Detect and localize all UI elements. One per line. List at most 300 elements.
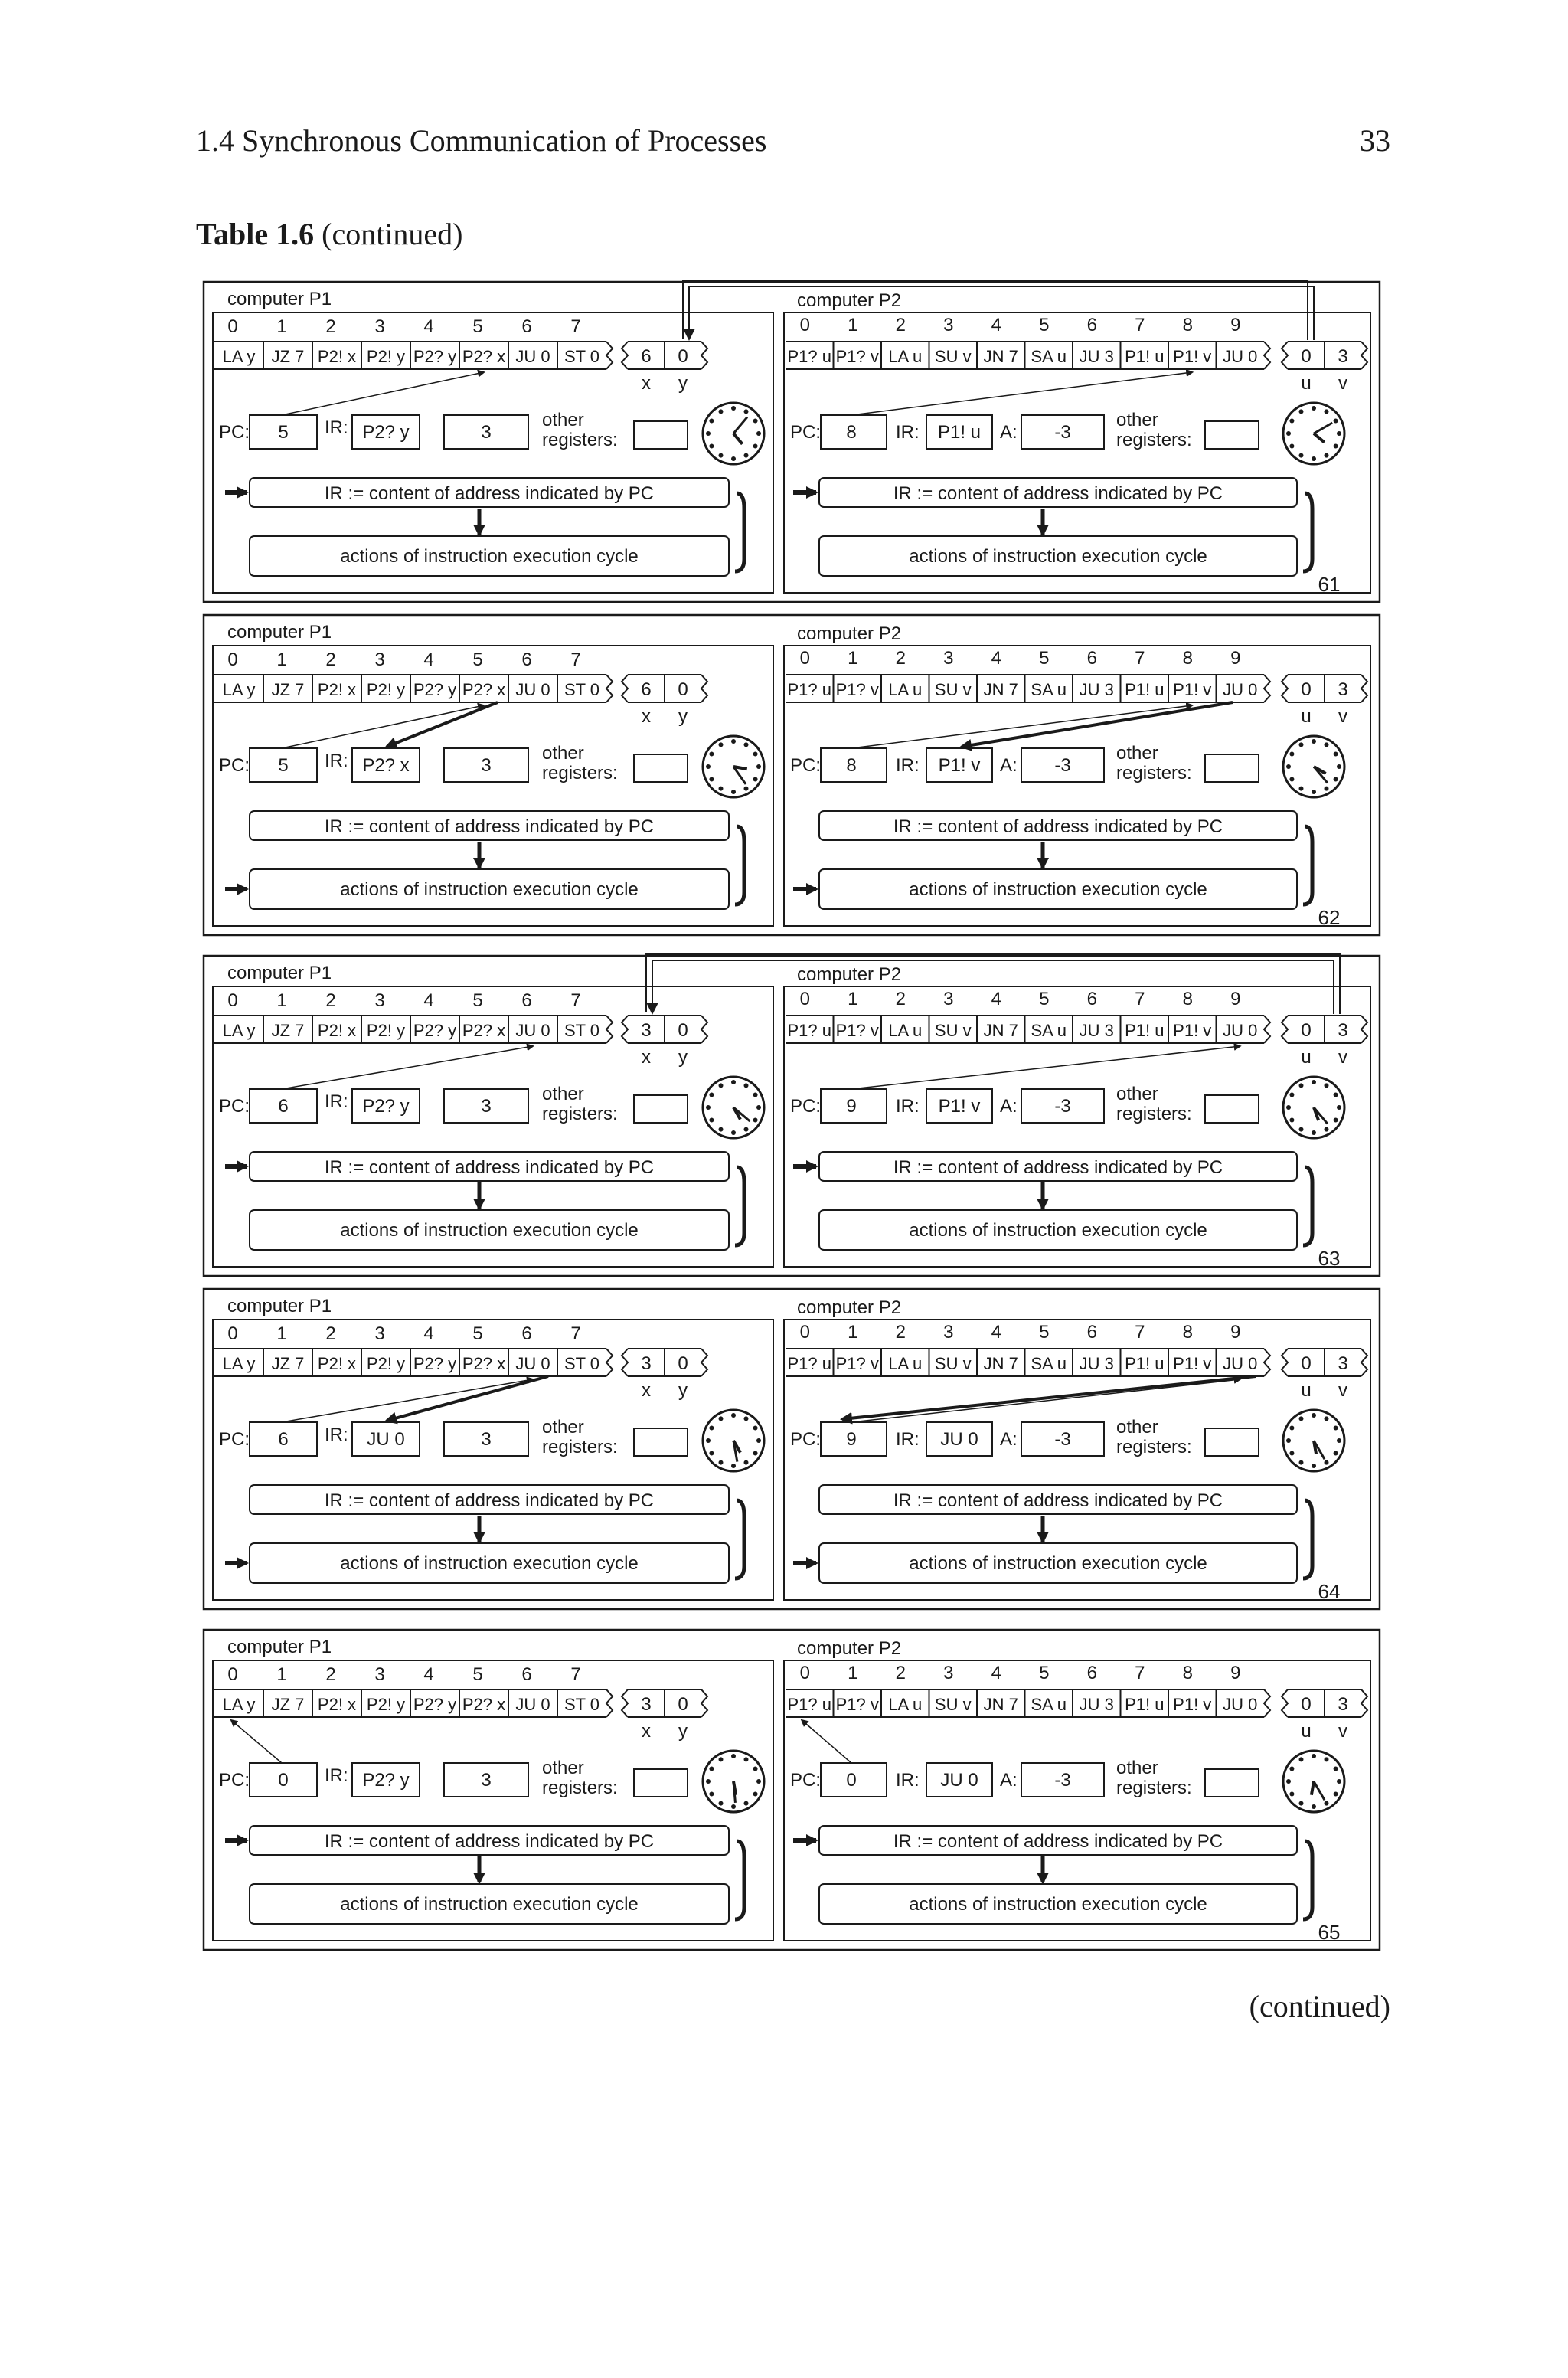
p2-address-8: 8 — [1182, 1663, 1193, 1683]
p1-clock-tick — [744, 1416, 749, 1421]
p2-pc-value: 9 — [846, 1429, 857, 1450]
p2-pc-value: 0 — [846, 1770, 857, 1791]
p2-a-value: -3 — [1054, 755, 1071, 776]
p1-clock-tick — [731, 1130, 736, 1135]
p1-address-2: 2 — [325, 1664, 336, 1685]
p2-clock-tick — [1299, 1757, 1304, 1761]
p2-var-value-v: 3 — [1338, 1353, 1348, 1374]
p2-memory-cell: JU 3 — [1079, 1354, 1114, 1373]
p2-ir-value: JU 0 — [940, 1770, 978, 1791]
p1-ir-label: IR: — [325, 751, 348, 771]
p1-reg-value: 3 — [481, 1770, 492, 1791]
p1-address-5: 5 — [472, 1664, 483, 1685]
p2-fetch-label: IR := content of address indicated by PC — [893, 816, 1223, 837]
p1-ir-label: IR: — [325, 417, 348, 438]
p2-pc-value: 8 — [846, 755, 857, 776]
p2-address-3: 3 — [943, 989, 954, 1009]
p2-address-5: 5 — [1039, 1322, 1050, 1343]
p2-pc-label: PC: — [790, 1770, 822, 1791]
p2-clock-tick — [1312, 1130, 1316, 1135]
p2-loop-arrow — [1303, 493, 1312, 571]
p2-fetch-label: IR := content of address indicated by PC — [893, 1490, 1223, 1511]
p2-ir-label: IR: — [896, 1429, 920, 1450]
p1-clock-tick — [753, 444, 758, 449]
p2-other-label: registers: — [1116, 1104, 1192, 1124]
p1-address-2: 2 — [325, 1323, 336, 1344]
p2-clock-tick — [1337, 764, 1341, 769]
p1-address-5: 5 — [472, 316, 483, 337]
p1-loop-arrow — [735, 493, 744, 571]
p2-memory-cell: P1? v — [835, 680, 879, 699]
p1-address-0: 0 — [227, 1664, 238, 1685]
p1-memory-cell: P2? y — [413, 1021, 457, 1040]
p2-title: computer P2 — [797, 623, 902, 644]
p2-address-6: 6 — [1086, 989, 1097, 1009]
p1-var-name-y: y — [678, 706, 688, 727]
step-63 — [204, 954, 1380, 1276]
p1-memory-cell: P2? x — [462, 347, 506, 366]
p1-other-label: registers: — [542, 1437, 618, 1457]
p1-execute-label: actions of instruction execution cycle — [340, 879, 639, 900]
p1-other-box — [634, 1428, 688, 1456]
p1-other-label: other — [542, 1417, 584, 1438]
p2-memory-cell: P1! u — [1125, 347, 1165, 366]
p1-var-end — [701, 1016, 707, 1043]
p1-address-0: 0 — [227, 316, 238, 337]
p2-var-name-u: u — [1301, 373, 1312, 394]
p2-address-9: 9 — [1230, 648, 1241, 669]
p1-memory-cell: P2? y — [413, 347, 457, 366]
p1-clock-tick — [753, 1093, 758, 1097]
p2-memory-cell: LA u — [888, 1354, 923, 1373]
p1-memory-cell: LA y — [222, 1695, 256, 1714]
step-number: 61 — [1318, 573, 1341, 596]
p2-clock-tick — [1334, 1118, 1338, 1123]
p2-a-label: A: — [1000, 755, 1018, 776]
p1-ir-label: IR: — [325, 1425, 348, 1445]
p2-clock-tick — [1286, 1105, 1291, 1110]
p2-ir-label: IR: — [896, 1770, 920, 1791]
p1-address-6: 6 — [521, 649, 532, 670]
p2-other-label: registers: — [1116, 1437, 1192, 1457]
p1-clock-tick — [709, 1451, 714, 1456]
p1-address-4: 4 — [423, 316, 434, 337]
p1-memory-cell: P2! x — [317, 680, 357, 699]
p1-fetch-label: IR := content of address indicated by PC — [324, 1831, 655, 1852]
p1-address-1: 1 — [276, 1664, 287, 1685]
p2-memory-cell: SU v — [934, 347, 972, 366]
p2-clock-tick — [1312, 1754, 1316, 1758]
p2-clock-hand — [1314, 423, 1332, 433]
p2-loop-arrow — [1303, 1167, 1312, 1245]
p1-address-6: 6 — [521, 1323, 532, 1344]
p1-var-value-x: 3 — [641, 1020, 652, 1041]
p1-address-0: 0 — [227, 990, 238, 1011]
p2-address-5: 5 — [1039, 989, 1050, 1009]
p2-ir-value: JU 0 — [940, 1429, 978, 1450]
p2-memory-cell: LA u — [888, 1021, 923, 1040]
p2-memory-cell: SU v — [934, 1695, 972, 1714]
p2-address-5: 5 — [1039, 648, 1050, 669]
p2-a-label: A: — [1000, 422, 1018, 443]
p2-other-box — [1205, 1428, 1259, 1456]
p2-clock-tick — [1325, 453, 1329, 458]
p2-memory-cell: JU 3 — [1079, 347, 1114, 366]
p1-ir-value: P2? y — [362, 1770, 410, 1791]
p1-clock-tick — [709, 1093, 714, 1097]
p2-pc-pointer — [851, 1379, 1240, 1422]
p2-address-1: 1 — [848, 1322, 858, 1343]
p2-clock-tick — [1312, 1080, 1316, 1084]
p1-pc-value: 0 — [278, 1770, 289, 1791]
p1-address-0: 0 — [227, 1323, 238, 1344]
p2-clock-tick — [1325, 1460, 1329, 1465]
p1-address-5: 5 — [472, 649, 483, 670]
p1-title: computer P1 — [227, 289, 332, 309]
p1-address-2: 2 — [325, 649, 336, 670]
p1-other-label: registers: — [542, 1104, 618, 1124]
p2-pc-value: 9 — [846, 1096, 857, 1117]
p2-var-start — [1282, 1349, 1288, 1376]
p2-memory-cell: JU 0 — [1223, 1021, 1258, 1040]
p2-clock-tick — [1325, 1127, 1329, 1132]
p1-clock-tick — [709, 1792, 714, 1797]
p1-memory-cell: P2! y — [366, 347, 406, 366]
p1-var-name-y: y — [678, 1721, 688, 1742]
p1-clock-tick — [744, 1757, 749, 1761]
p1-pc-pointer — [282, 372, 484, 415]
p1-memory-cell: JZ 7 — [271, 347, 305, 366]
p1-address-0: 0 — [227, 649, 238, 670]
p1-memory-cell: P2! y — [366, 1021, 406, 1040]
p1-fetch-arrow — [387, 702, 498, 747]
p1-ir-value: P2? y — [362, 422, 410, 443]
p2-address-3: 3 — [943, 1663, 954, 1683]
p1-var-name-y: y — [678, 1380, 688, 1401]
p2-address-0: 0 — [799, 1663, 810, 1683]
p1-address-1: 1 — [276, 990, 287, 1011]
p1-clock-tick — [719, 1757, 724, 1761]
p2-memory-cell: JN 7 — [983, 1021, 1018, 1040]
p2-address-2: 2 — [895, 1322, 906, 1343]
p1-fetch-label: IR := content of address indicated by PC — [324, 816, 655, 837]
p1-var-value-y: 0 — [678, 1353, 688, 1374]
p2-var-value-v: 3 — [1338, 346, 1348, 367]
p2-fetch-label: IR := content of address indicated by PC — [893, 1831, 1223, 1852]
p2-clock-tick — [1286, 764, 1291, 769]
p2-other-box — [1205, 754, 1259, 782]
p2-address-5: 5 — [1039, 1663, 1050, 1683]
p2-clock-tick — [1337, 1779, 1341, 1784]
p1-clock-hand — [733, 417, 747, 433]
p1-clock-tick — [731, 1464, 736, 1468]
p2-other-label: registers: — [1116, 1778, 1192, 1798]
p2-address-9: 9 — [1230, 989, 1241, 1009]
p1-execute-label: actions of instruction execution cycle — [340, 1553, 639, 1574]
p1-memory-cell: P2? x — [462, 1695, 506, 1714]
p1-loop-arrow — [735, 1167, 744, 1245]
p1-pc-pointer — [282, 1046, 533, 1089]
p2-clock-tick — [1299, 742, 1304, 747]
step-number: 63 — [1318, 1247, 1341, 1270]
p1-clock-tick — [706, 1779, 710, 1784]
p2-var-name-v: v — [1338, 1721, 1348, 1742]
p1-address-7: 7 — [570, 1664, 581, 1685]
p1-clock-tick — [744, 1127, 749, 1132]
p2-other-box — [1205, 1095, 1259, 1123]
p2-title: computer P2 — [797, 290, 902, 311]
p1-clock-tick — [731, 1413, 736, 1418]
p1-memory-cell: ST 0 — [564, 1021, 600, 1040]
p2-pc-pointer — [851, 1046, 1240, 1089]
p2-memory-cell: SA u — [1031, 680, 1067, 699]
p1-reg-value: 3 — [481, 755, 492, 776]
p1-clock-tick — [731, 790, 736, 794]
p1-memory-cell: JU 0 — [515, 1021, 550, 1040]
p1-address-5: 5 — [472, 1323, 483, 1344]
p1-address-3: 3 — [374, 316, 385, 337]
p2-var-value-v: 3 — [1338, 1020, 1348, 1041]
p1-var-start — [622, 1349, 628, 1376]
p2-address-2: 2 — [895, 315, 906, 335]
p1-memory-cell: JZ 7 — [271, 680, 305, 699]
p2-clock-tick — [1299, 453, 1304, 458]
p2-clock-tick — [1334, 777, 1338, 782]
p2-pc-pointer — [851, 372, 1192, 415]
p2-address-3: 3 — [943, 648, 954, 669]
p2-address-8: 8 — [1182, 989, 1193, 1009]
p2-other-label: registers: — [1116, 430, 1192, 450]
p2-memory-cell: P1! v — [1173, 1354, 1212, 1373]
p1-memory-cell: JU 0 — [515, 680, 550, 699]
p2-clock-tick — [1325, 1083, 1329, 1088]
p1-var-value-x: 3 — [641, 1694, 652, 1715]
p2-address-5: 5 — [1039, 315, 1050, 335]
p2-ir-value: P1! v — [938, 1096, 981, 1117]
p2-memory-cell: JU 3 — [1079, 1021, 1114, 1040]
p2-other-label: registers: — [1116, 763, 1192, 783]
p1-memory-cell: JU 0 — [515, 347, 550, 366]
p1-memory-cell: LA y — [222, 347, 256, 366]
p1-address-6: 6 — [521, 316, 532, 337]
p2-memory-cell: JN 7 — [983, 1695, 1018, 1714]
p2-other-label: other — [1116, 743, 1158, 764]
p1-var-start — [622, 342, 628, 369]
p1-memory-cell: P2? x — [462, 680, 506, 699]
p1-clock-tick — [709, 1426, 714, 1431]
p2-ir-label: IR: — [896, 1096, 920, 1117]
p1-pc-pointer — [282, 705, 484, 748]
p1-other-box — [634, 1769, 688, 1797]
p2-address-3: 3 — [943, 315, 954, 335]
p2-memory-cell: JU 3 — [1079, 680, 1114, 699]
p2-var-name-u: u — [1301, 1721, 1312, 1742]
p1-tape-end — [606, 1016, 612, 1043]
p2-clock-tick — [1289, 444, 1294, 449]
p2-title: computer P2 — [797, 1638, 902, 1659]
p2-var-value-u: 0 — [1301, 1353, 1312, 1374]
p2-memory-cell: SA u — [1031, 347, 1067, 366]
p1-other-box — [634, 1095, 688, 1123]
p1-fetch-label: IR := content of address indicated by PC — [324, 483, 655, 504]
p2-address-4: 4 — [991, 1322, 1001, 1343]
p1-clock-tick — [719, 1127, 724, 1132]
p2-clock-tick — [1289, 419, 1294, 424]
p2-clock-tick — [1334, 1426, 1338, 1431]
p1-memory-cell: P2? y — [413, 1354, 457, 1373]
p2-tape-end — [1264, 675, 1270, 702]
p1-clock-tick — [719, 409, 724, 414]
p1-var-value-x: 3 — [641, 1353, 652, 1374]
p1-other-label: other — [542, 1084, 584, 1104]
p2-memory-cell: P1? u — [787, 1021, 831, 1040]
p1-clock-tick — [706, 431, 710, 436]
p2-execute-label: actions of instruction execution cycle — [909, 1553, 1207, 1574]
p2-execute-label: actions of instruction execution cycle — [909, 1220, 1207, 1241]
p2-address-7: 7 — [1135, 648, 1145, 669]
step-65 — [204, 1630, 1380, 1950]
p2-clock-tick — [1337, 1105, 1341, 1110]
p2-memory-cell: P1! u — [1125, 1354, 1165, 1373]
p1-memory-cell: ST 0 — [564, 347, 600, 366]
p1-memory-cell: P2? x — [462, 1354, 506, 1373]
p1-memory-cell: P2! y — [366, 680, 406, 699]
p2-address-1: 1 — [848, 648, 858, 669]
p2-var-end — [1361, 1689, 1367, 1717]
p1-var-name-x: x — [642, 1721, 651, 1742]
p1-other-label: other — [542, 743, 584, 764]
p1-clock-tick — [709, 444, 714, 449]
p2-pc-label: PC: — [790, 422, 822, 443]
p2-memory-cell: P1? u — [787, 1695, 831, 1714]
p2-clock-tick — [1299, 1460, 1304, 1465]
p2-a-value: -3 — [1054, 1770, 1071, 1791]
p1-address-2: 2 — [325, 990, 336, 1011]
p1-clock-tick — [709, 419, 714, 424]
p1-tape-end — [606, 1349, 612, 1376]
p2-fetch-label: IR := content of address indicated by PC — [893, 483, 1223, 504]
p1-address-3: 3 — [374, 1323, 385, 1344]
p2-clock-tick — [1312, 406, 1316, 411]
p2-memory-cell: P1! v — [1173, 680, 1212, 699]
p2-address-7: 7 — [1135, 989, 1145, 1009]
p1-address-2: 2 — [325, 316, 336, 337]
p1-memory-cell: P2! y — [366, 1695, 406, 1714]
p1-clock-tick — [744, 1460, 749, 1465]
p1-reg-value: 3 — [481, 1429, 492, 1450]
p2-memory-cell: LA u — [888, 680, 923, 699]
p2-clock-tick — [1312, 456, 1316, 461]
p2-var-start — [1282, 342, 1288, 369]
p1-clock-tick — [744, 1801, 749, 1806]
p2-var-value-u: 0 — [1301, 1020, 1312, 1041]
p2-clock-tick — [1299, 1083, 1304, 1088]
p2-memory-cell: SA u — [1031, 1021, 1067, 1040]
p1-clock-tick — [744, 742, 749, 747]
p2-var-name-u: u — [1301, 1380, 1312, 1401]
p2-var-name-v: v — [1338, 1380, 1348, 1401]
p2-address-6: 6 — [1086, 1322, 1097, 1343]
p2-clock-tick — [1286, 1438, 1291, 1443]
p2-clock-tick — [1325, 409, 1329, 414]
table-caption-label: Table 1.6 — [196, 217, 315, 251]
p2-other-box — [1205, 1769, 1259, 1797]
p1-reg-value: 3 — [481, 1096, 492, 1117]
p1-memory-cell: ST 0 — [564, 680, 600, 699]
p2-address-1: 1 — [848, 989, 858, 1009]
p1-clock-tick — [756, 431, 761, 436]
p2-var-value-v: 3 — [1338, 679, 1348, 700]
p1-memory-cell: JU 0 — [515, 1695, 550, 1714]
p2-memory-cell: SA u — [1031, 1354, 1067, 1373]
p1-clock-tick — [753, 1426, 758, 1431]
p1-var-name-x: x — [642, 1047, 651, 1068]
p1-var-start — [622, 1689, 628, 1717]
p1-address-1: 1 — [276, 316, 287, 337]
p2-memory-cell: P1! v — [1173, 1021, 1212, 1040]
p1-pc-value: 5 — [278, 755, 289, 776]
p2-address-9: 9 — [1230, 1322, 1241, 1343]
p1-clock-tick — [731, 739, 736, 744]
p1-pc-label: PC: — [219, 1096, 250, 1117]
p2-address-2: 2 — [895, 989, 906, 1009]
p1-other-label: other — [542, 410, 584, 430]
p2-loop-arrow — [1303, 1841, 1312, 1919]
p1-clock-tick — [709, 752, 714, 757]
p2-address-1: 1 — [848, 315, 858, 335]
p1-memory-cell: LA y — [222, 680, 256, 699]
p2-clock-tick — [1299, 1801, 1304, 1806]
p2-address-8: 8 — [1182, 315, 1193, 335]
p1-address-4: 4 — [423, 1664, 434, 1685]
p2-address-2: 2 — [895, 1663, 906, 1683]
p2-address-4: 4 — [991, 648, 1001, 669]
p1-memory-cell: P2! x — [317, 347, 357, 366]
p2-memory-cell: P1? u — [787, 1354, 831, 1373]
p2-a-value: -3 — [1054, 1429, 1071, 1450]
p1-address-1: 1 — [276, 1323, 287, 1344]
p1-address-7: 7 — [570, 990, 581, 1011]
p2-memory-cell: P1! u — [1125, 1021, 1165, 1040]
p2-var-end — [1361, 675, 1367, 702]
p1-memory-cell: P2? y — [413, 1695, 457, 1714]
p1-memory-cell: P2! y — [366, 1354, 406, 1373]
p1-clock-tick — [709, 1118, 714, 1123]
p1-clock-tick — [756, 1438, 761, 1443]
p1-clock-tick — [753, 1118, 758, 1123]
p2-memory-cell: SU v — [934, 1021, 972, 1040]
p2-clock-tick — [1289, 1118, 1294, 1123]
p2-clock-tick — [1325, 1757, 1329, 1761]
p2-var-start — [1282, 1689, 1288, 1717]
p2-clock-tick — [1299, 1416, 1304, 1421]
p2-clock-tick — [1325, 1416, 1329, 1421]
p2-memory-cell: JU 3 — [1079, 1695, 1114, 1714]
p1-clock-tick — [744, 453, 749, 458]
p2-address-0: 0 — [799, 989, 810, 1009]
p2-var-value-v: 3 — [1338, 1694, 1348, 1715]
p2-clock-tick — [1289, 1792, 1294, 1797]
p2-execute-label: actions of instruction execution cycle — [909, 546, 1207, 567]
p1-pc-value: 6 — [278, 1096, 289, 1117]
p2-address-0: 0 — [799, 315, 810, 335]
p2-pc-label: PC: — [790, 755, 822, 776]
p1-address-4: 4 — [423, 649, 434, 670]
p1-var-end — [701, 675, 707, 702]
p1-tape-end — [606, 675, 612, 702]
p2-var-name-u: u — [1301, 1047, 1312, 1068]
p2-clock-tick — [1299, 787, 1304, 791]
